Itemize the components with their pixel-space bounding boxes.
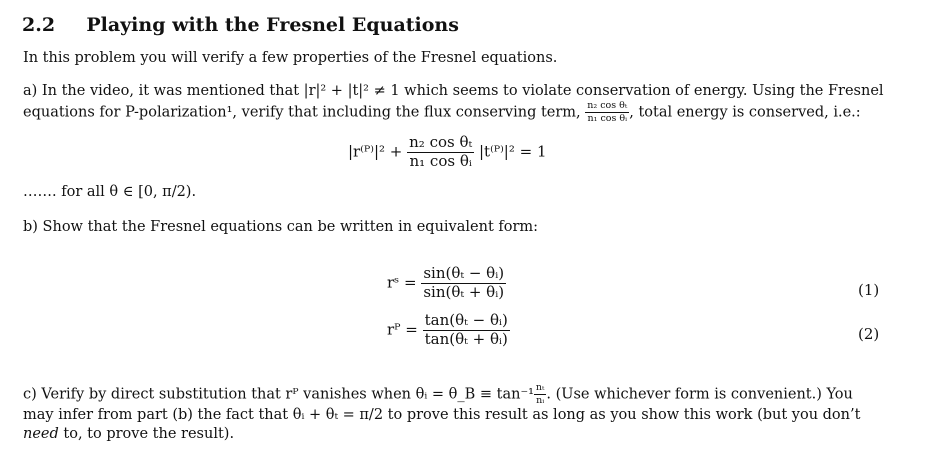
part-a-line2-post: , total energy is conserved, i.e.: bbox=[629, 104, 861, 121]
equation-2 bbox=[387, 313, 510, 348]
eq1-denominator: sin(θₜ + θᵢ) bbox=[423, 282, 505, 301]
inline-flux-denominator: n₁ cos θᵢ bbox=[587, 112, 628, 124]
section-heading bbox=[22, 14, 459, 36]
eq-right: |t⁽ᴾ⁾|² = 1 bbox=[479, 142, 547, 161]
part-a-line2 bbox=[23, 101, 861, 124]
part-a-tail: ……. for all θ ∈ [0, π/2). bbox=[23, 184, 197, 200]
equation-2-tag: (2) bbox=[858, 325, 880, 343]
part-b-text: b) Show that the Fresnel equations can be written in equivalent form: bbox=[23, 219, 539, 235]
part-c-line1 bbox=[23, 383, 853, 406]
eq-flux-denominator: n₁ cos θᵢ bbox=[409, 151, 472, 170]
brewster-denominator: nᵢ bbox=[536, 394, 545, 406]
eq-flux-fraction bbox=[407, 135, 474, 170]
eq1-fraction bbox=[421, 266, 506, 301]
inline-flux-term bbox=[585, 101, 629, 124]
energy-conservation-equation bbox=[348, 135, 547, 170]
brewster-numerator: nₜ bbox=[535, 382, 545, 393]
equation-1-tag: (1) bbox=[858, 281, 880, 299]
brewster-fraction bbox=[534, 383, 546, 406]
eq1-lhs: rˢ = bbox=[387, 273, 417, 292]
eq2-fraction bbox=[423, 313, 510, 348]
section-title: Playing with the Fresnel Equations bbox=[86, 14, 459, 36]
eq1-numerator: sin(θₜ − θᵢ) bbox=[423, 264, 505, 282]
intro-text: In this problem you will verify a few properties of the Fresnel equations. bbox=[23, 50, 558, 66]
part-c-line1-pre: c) Verify by direct substitution that rᴾ vanishes when θᵢ = θ_B ≡ tan⁻¹ bbox=[23, 386, 534, 403]
part-c-emphasis: need bbox=[23, 426, 59, 442]
eq2-lhs: rᴾ = bbox=[387, 320, 418, 339]
part-c-line3 bbox=[23, 425, 234, 444]
eq-left: |r⁽ᴾ⁾|² + bbox=[348, 142, 403, 161]
equation-1 bbox=[387, 266, 506, 301]
part-a-line2-pre: equations for P-polarization¹, verify that including the flux conserving term, bbox=[23, 104, 581, 121]
part-c-line3-rest: to, to prove the result). bbox=[58, 426, 235, 442]
part-c-line1-post: . (Use whichever form is convenient.) You bbox=[546, 386, 853, 403]
eq2-denominator: tan(θₜ + θᵢ) bbox=[424, 329, 508, 348]
section-number: 2.2 bbox=[22, 14, 56, 36]
inline-flux-numerator: n₂ cos θₜ bbox=[587, 100, 628, 111]
eq2-numerator: tan(θₜ − θᵢ) bbox=[424, 311, 508, 329]
eq-flux-numerator: n₂ cos θₜ bbox=[409, 133, 473, 151]
part-a-line1: a) In the video, it was mentioned that |r|² + |t|² ≠ 1 which seems to violate conservation of energy. Using the Fresnel bbox=[23, 83, 884, 99]
part-c-line2: may infer from part (b) the fact that θᵢ + θₜ = π/2 to prove this result as long as you show this work (but you don’t bbox=[23, 407, 861, 423]
